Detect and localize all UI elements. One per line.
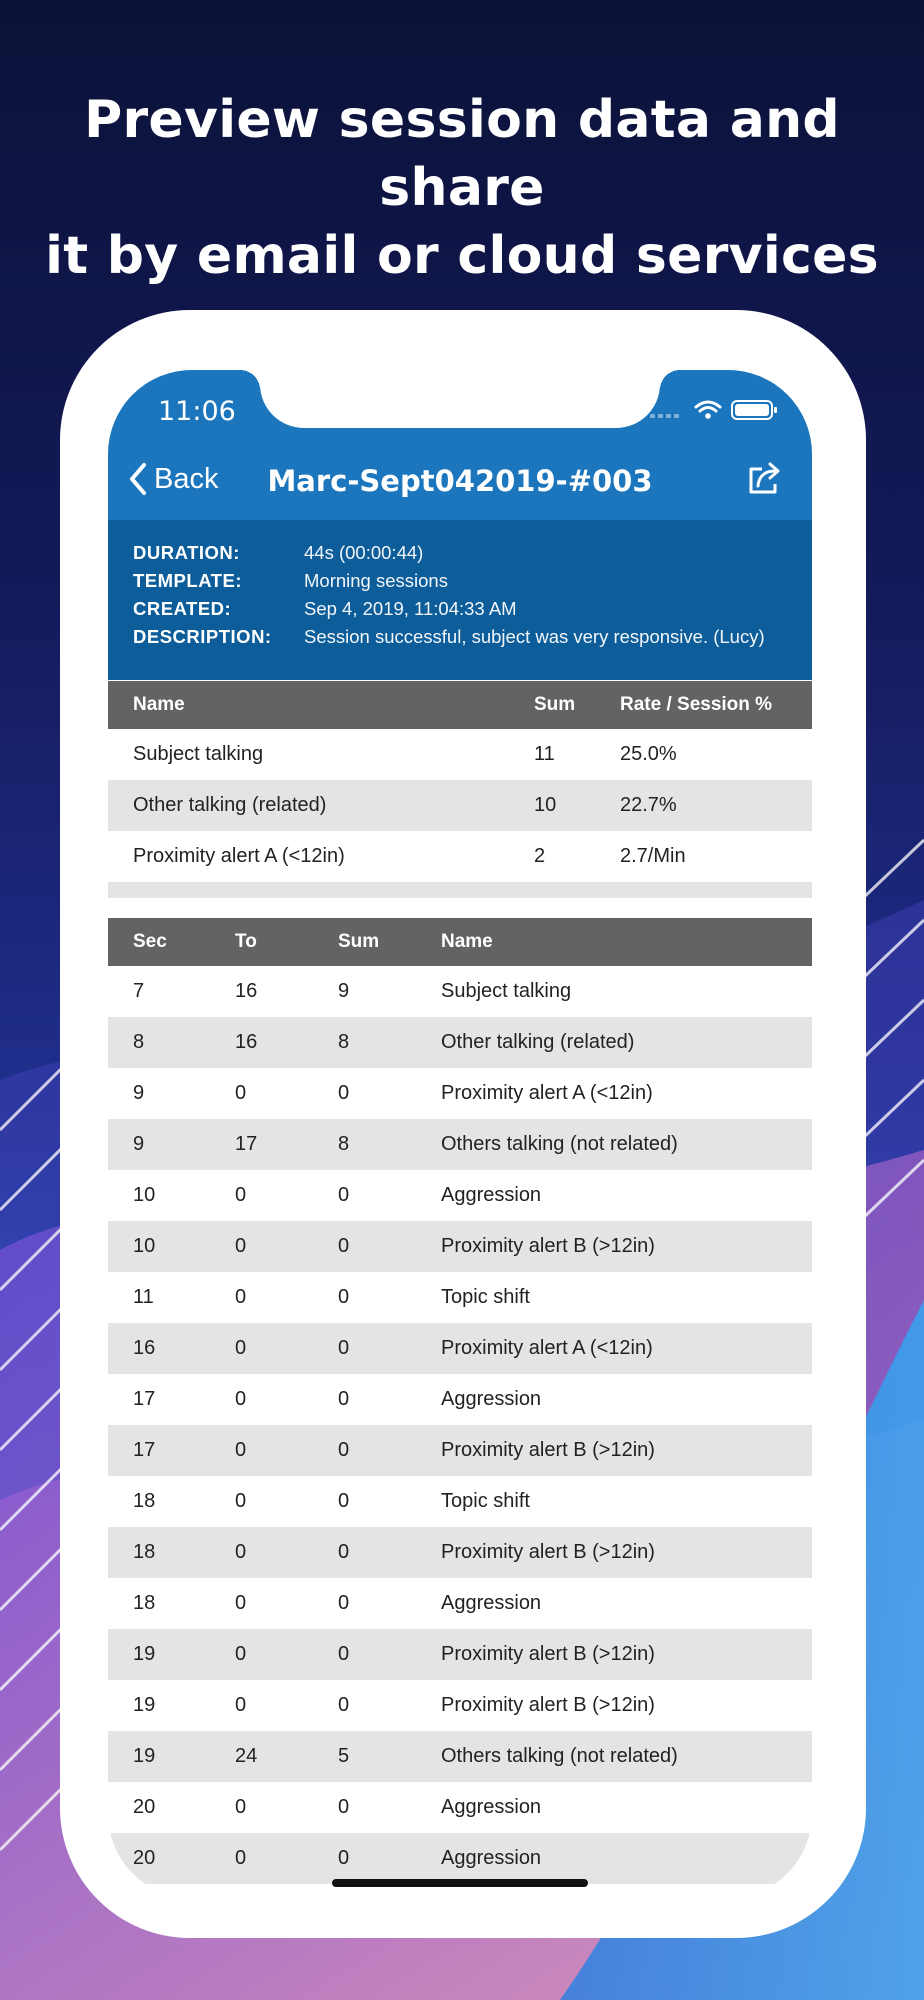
- back-button-label: Back: [154, 462, 219, 495]
- summary-row[interactable]: Other talking (related) 10 22.7%: [108, 780, 812, 831]
- event-row[interactable]: 19 0 0 Proximity alert B (>12in): [133, 1694, 655, 1716]
- event-row[interactable]: 17 0 0 Proximity alert B (>12in): [108, 1425, 812, 1476]
- event-row[interactable]: 7 16 9 Subject talking: [133, 980, 572, 1002]
- event-row[interactable]: 9 0 0 Proximity alert A (<12in): [133, 1082, 653, 1104]
- event-row[interactable]: 17 0 0 Aggression: [133, 1388, 542, 1410]
- page-title: Marc-Sept042019-#003: [267, 464, 653, 498]
- summary-table-header: Name Sum Rate / Session %: [108, 681, 812, 729]
- share-button[interactable]: [746, 460, 784, 501]
- phone-notch: [260, 370, 660, 428]
- cellular-signal-icon: [650, 414, 679, 418]
- event-row[interactable]: 8 16 8 Other talking (related): [108, 1017, 812, 1068]
- events-table-header: Sec To Sum Name: [108, 918, 812, 966]
- event-row[interactable]: 16 0 0 Proximity alert A (<12in): [108, 1323, 812, 1374]
- summary-row[interactable]: Subject talking 11 25.0%: [133, 743, 677, 765]
- event-row[interactable]: 20 0 0 Aggression: [108, 1833, 812, 1884]
- headline-line-2: it by email or cloud services: [45, 226, 879, 286]
- wifi-icon: [696, 402, 720, 411]
- headline: [0, 86, 924, 290]
- share-icon: [746, 460, 784, 496]
- event-row[interactable]: 11 0 0 Topic shift: [133, 1286, 530, 1308]
- navigation-bar: [108, 370, 812, 520]
- headline-line-1: Preview session data and share: [84, 90, 840, 218]
- event-row[interactable]: 19 0 0 Proximity alert B (>12in): [108, 1629, 812, 1680]
- phone-screen: [108, 370, 812, 1898]
- session-info: DURATION: 44s (00:00:44) TEMPLATE: Morning sessions CREATED: Sep 4, 2019, 11:04:33 AM DESCRIPTION: Session successful, subject was very responsive. (Lucy): [108, 520, 812, 680]
- home-indicator[interactable]: [332, 1879, 588, 1887]
- event-row[interactable]: 18 0 0 Topic shift: [133, 1490, 530, 1512]
- divider: [108, 882, 812, 898]
- battery-icon: [732, 401, 777, 419]
- event-row[interactable]: 18 0 0 Aggression: [133, 1592, 542, 1614]
- event-row[interactable]: 10 0 0 Proximity alert B (>12in): [108, 1221, 812, 1272]
- status-time: 11:06: [158, 396, 236, 427]
- event-row[interactable]: 20 0 0 Aggression: [133, 1796, 542, 1818]
- event-row[interactable]: 10 0 0 Aggression: [133, 1184, 542, 1206]
- event-row[interactable]: 9 17 8 Others talking (not related): [108, 1119, 812, 1170]
- event-row[interactable]: 18 0 0 Proximity alert B (>12in): [108, 1527, 812, 1578]
- status-icons: [650, 398, 786, 422]
- event-row[interactable]: 19 24 5 Others talking (not related): [108, 1731, 812, 1782]
- summary-row[interactable]: Proximity alert A (<12in) 2 2.7/Min: [133, 845, 686, 867]
